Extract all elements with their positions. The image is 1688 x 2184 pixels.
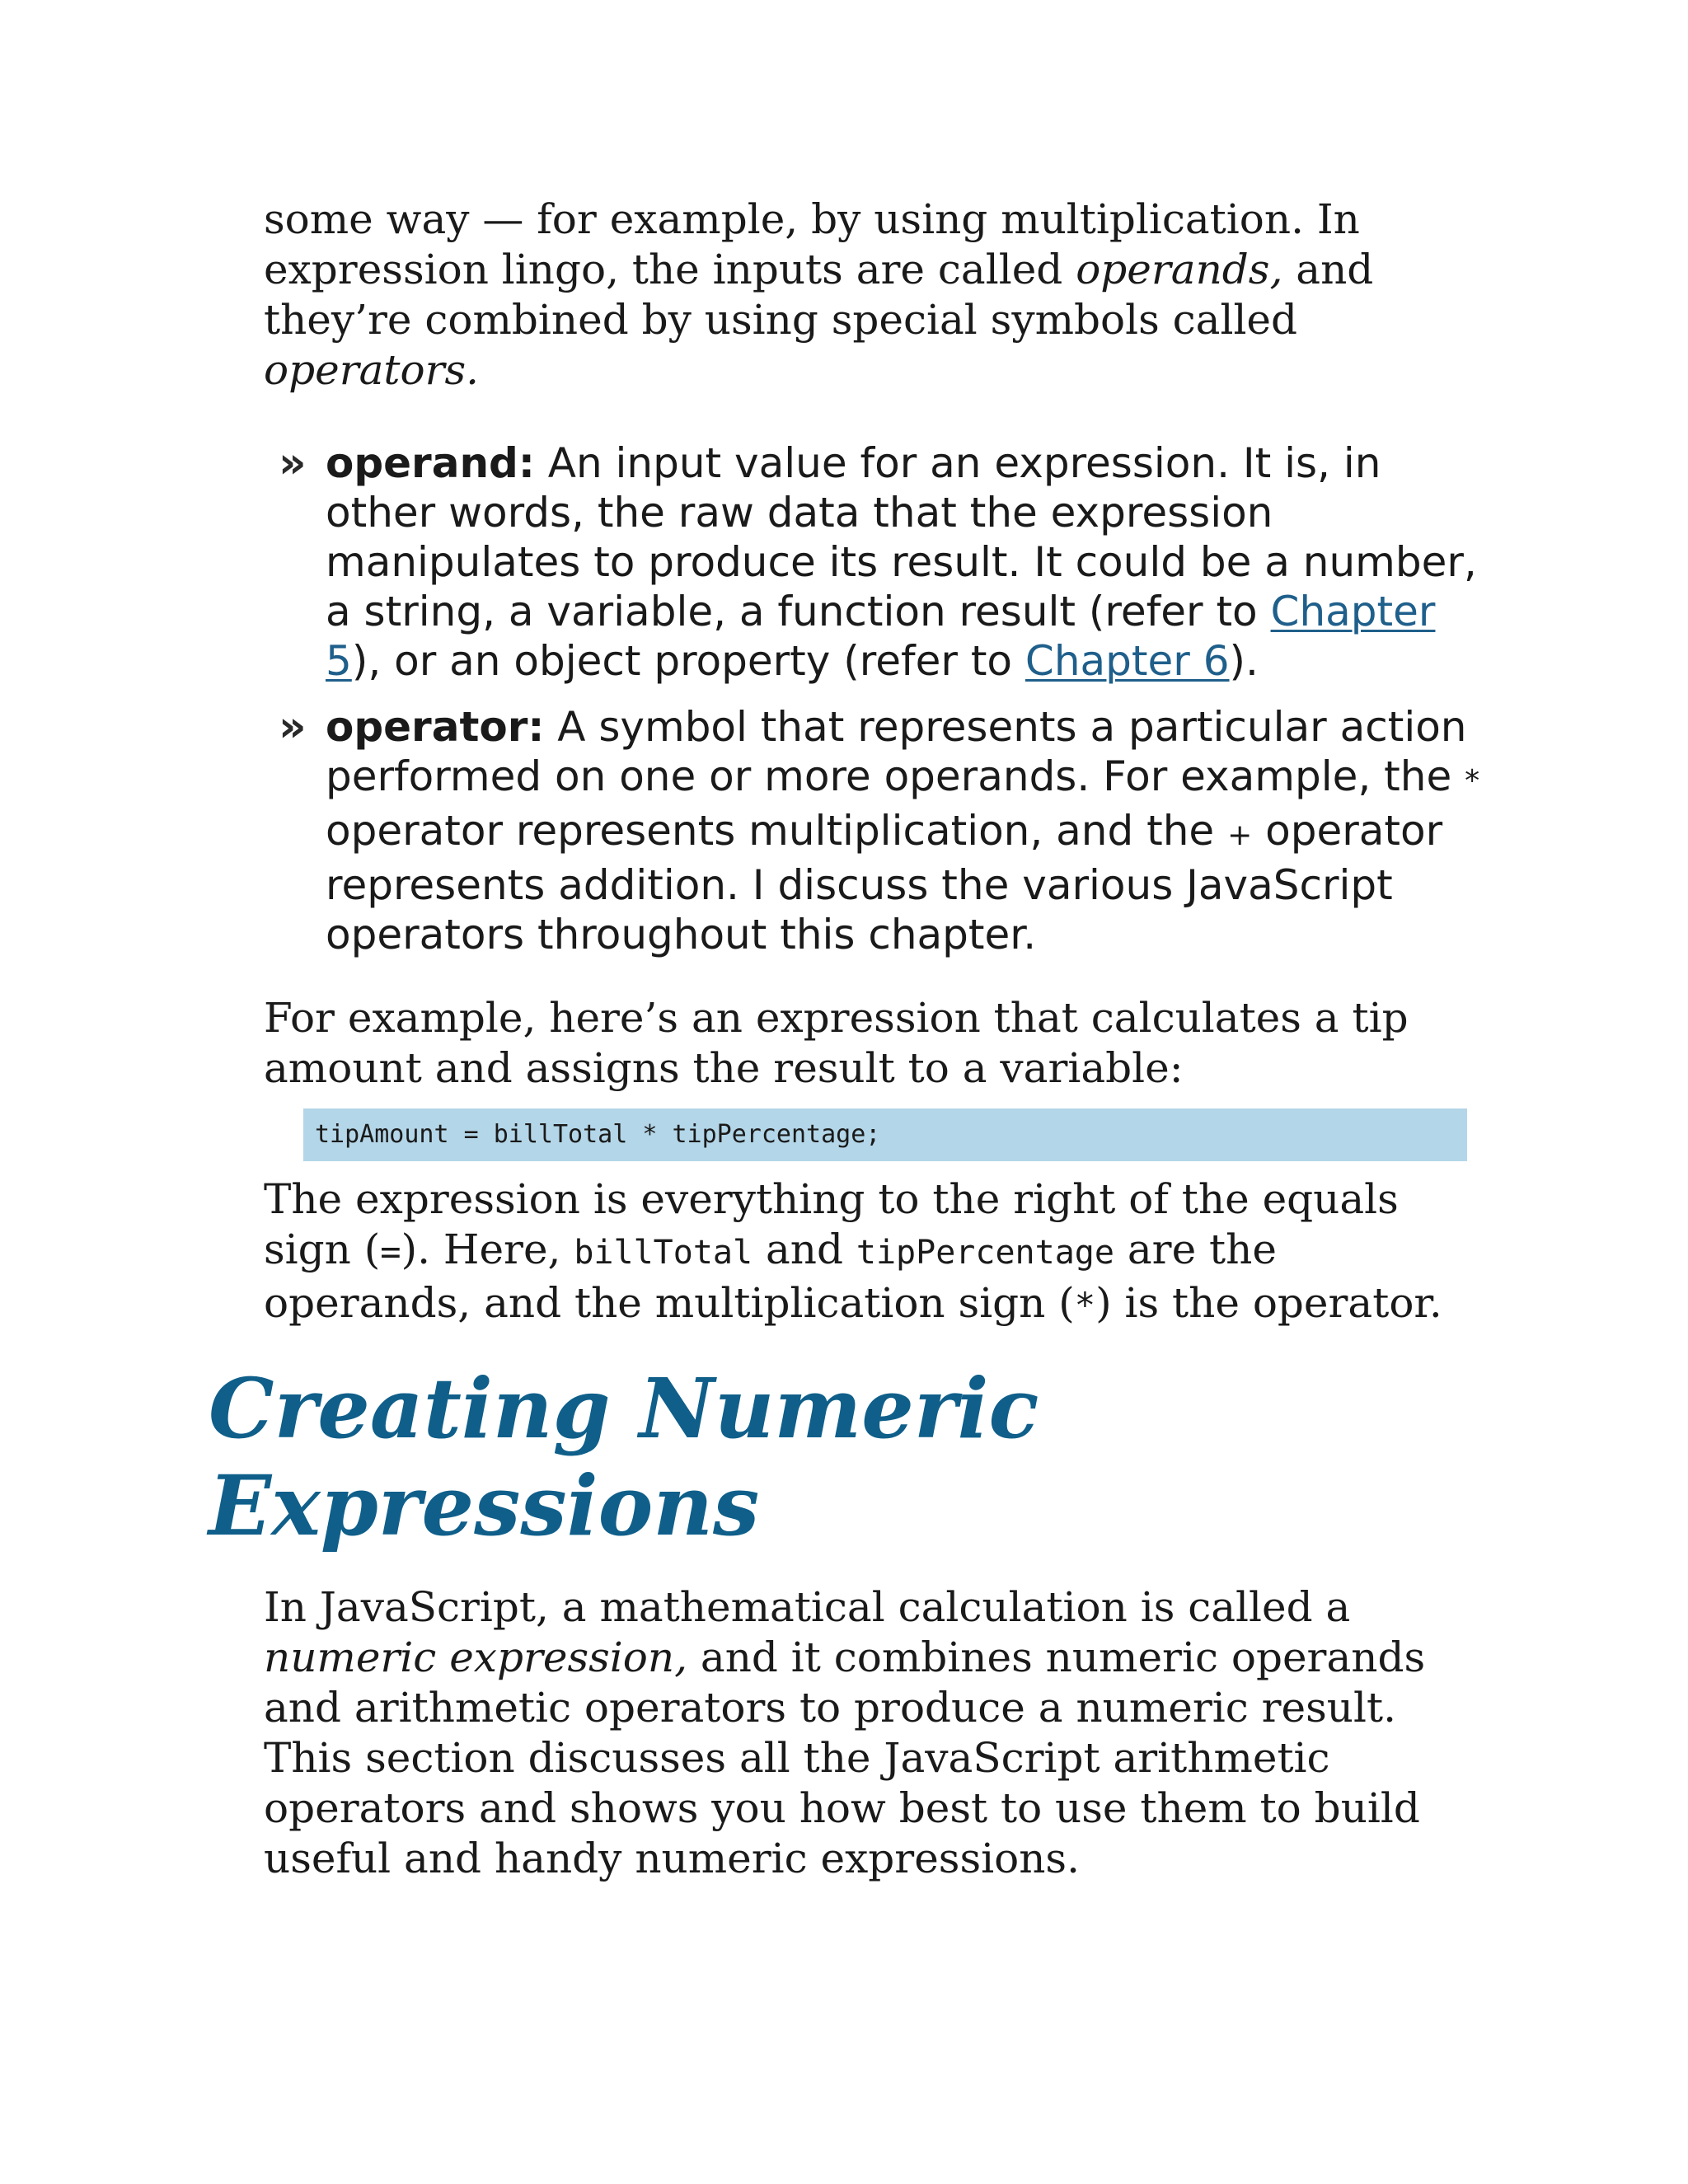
- section-body-text: In JavaScript, a mathematical calculation is called a: [264, 1583, 1351, 1631]
- explanation-text: and: [753, 1226, 856, 1273]
- tippercentage-code: tipPercentage: [856, 1234, 1114, 1272]
- definition-text: ), or an object property (refer to: [351, 637, 1025, 685]
- multiply-symbol: *: [1465, 764, 1480, 798]
- definition-item-operator: [264, 702, 1484, 959]
- definition-item-operand: [264, 438, 1484, 686]
- section-body-text: and it combines numeric operands and arithmetic operators to produce a numeric result. This section discusses all the JavaScript arithmetic operators and shows you how best to use them to build useful and handy numeric expressions.: [264, 1633, 1426, 1882]
- term-operands-italic: operands,: [1076, 246, 1283, 293]
- explanation-text: ) is the operator.: [1095, 1279, 1442, 1327]
- chapter-5-link[interactable]: Chapter 5: [326, 588, 1436, 685]
- example-intro-paragraph: For example, here’s an expression that calculates a tip amount and assigns the result to a variable:: [264, 994, 1409, 1092]
- double-chevron-bullet-icon: »: [279, 702, 307, 752]
- explanation-text: ). Here,: [401, 1226, 574, 1273]
- section-heading: Creating Numeric Expressions: [209, 1360, 1039, 1554]
- definition-text: ).: [1229, 637, 1259, 685]
- definition-term: operator:: [326, 703, 545, 751]
- definition-list: [264, 438, 1484, 976]
- intro-text-1: some way — for example, by using multiplication. In expression lingo, the inputs are called: [264, 195, 1360, 293]
- explanation-text: are the operands, and the multiplication sign (: [264, 1226, 1277, 1327]
- definition-text: An input value for an expression. It is, in other words, the raw data that the expression manipulates to produce its result. It could be a number, a string, a variable, a function result (refer to: [326, 439, 1477, 635]
- definition-text: operator represents multiplication, and the: [326, 807, 1228, 855]
- code-example: tipAmount = billTotal * tipPercentage;: [303, 1108, 1467, 1161]
- plus-symbol: +: [1227, 818, 1253, 852]
- explanation-text: The expression is everything to the right of the equals sign (: [264, 1175, 1399, 1273]
- explanation-paragraph: [264, 1174, 1484, 1330]
- intro-text-2: and they’re combined by using special symbols called: [264, 246, 1374, 344]
- definition-text: A symbol that represents a particular action performed on one or more operands. For example, the: [326, 703, 1467, 800]
- intro-paragraph: [264, 194, 1484, 396]
- equals-code: =: [380, 1231, 401, 1272]
- definition-term: operand:: [326, 439, 535, 487]
- numeric-expression-italic: numeric expression,: [264, 1633, 687, 1681]
- double-chevron-bullet-icon: »: [279, 438, 307, 488]
- section-body-paragraph: [264, 1582, 1484, 1884]
- chapter-6-link[interactable]: Chapter 6: [1025, 637, 1230, 685]
- definition-text: operator represents addition. I discuss the various JavaScript operators throughout this chapter.: [326, 807, 1443, 958]
- asterisk-code: *: [1074, 1285, 1096, 1325]
- billtotal-code: billTotal: [574, 1234, 753, 1272]
- term-operators-italic: operators.: [264, 346, 480, 394]
